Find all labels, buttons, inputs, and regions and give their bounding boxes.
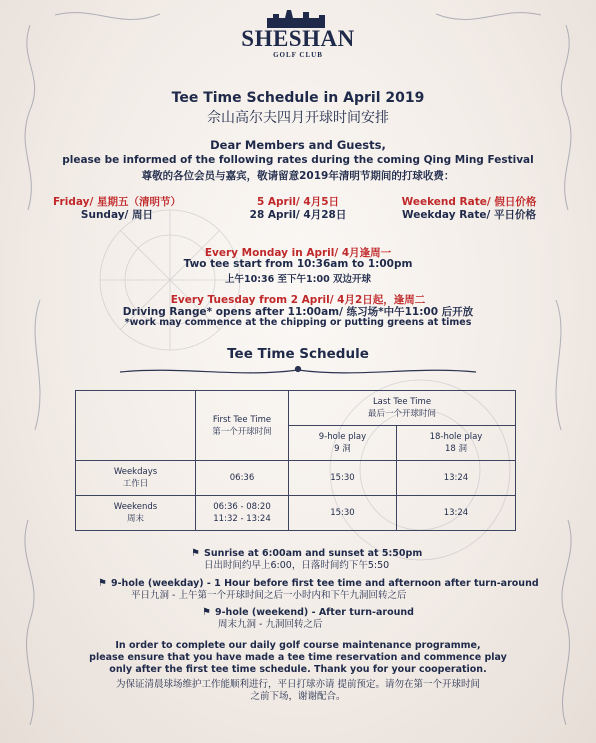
rate-mid-date-2: 28 April/ 4月28日 xyxy=(249,209,347,221)
title-english: Tee Time Schedule in April 2019 xyxy=(171,90,425,106)
footer-line-5: 之前下场，谢谢配合。 xyxy=(250,691,346,702)
first-tee-header xyxy=(196,391,289,461)
castle-logo-icon xyxy=(263,6,333,28)
weekday-9hole-note-en: 9-hole (weekday) - 1 Hour before first tee time and afternoon after turn-around xyxy=(111,578,539,589)
first-tee-header-cn: 第一个开球时间 xyxy=(212,426,272,437)
flag-pin-icon: ⚑ xyxy=(191,548,200,559)
rate-right-weekend: Weekend Rate/ 假日价格 xyxy=(401,196,537,208)
row-label xyxy=(76,461,196,496)
footer-line-3: only after the first tee time schedule. Thank you for your cooperation. xyxy=(109,664,487,675)
eighteen-hole-header-cn: 18 洞 xyxy=(444,444,467,454)
row-label-cn: 周末 xyxy=(126,514,144,524)
footer-line-2: please ensure that you have made a tee time reservation and commence play xyxy=(89,652,507,663)
table-row xyxy=(76,496,516,531)
footer-line-1: In order to complete our daily golf course maintenance programme, xyxy=(115,640,481,651)
last-tee-header-en: Last Tee Time xyxy=(372,397,432,407)
tee-time-table xyxy=(75,390,516,531)
row-label-cn: 工作日 xyxy=(122,479,149,489)
nine-hole-cell: 15:30 xyxy=(289,461,397,496)
weekend-9hole-note-cn: 周末九洞 - 九洞回转之后 xyxy=(218,619,323,630)
footer-line-4: 为保证清晨球场维护工作能顺利进行，平日打球亦请 提前预定。请勿在第一个开球时间 xyxy=(115,679,481,690)
rate-left-day: Friday/ 星期五（清明节） xyxy=(53,196,181,208)
nine-hole-header-cn: 9 洞 xyxy=(334,444,351,454)
title-chinese: 佘山高尔夫四月开球时间安排 xyxy=(207,110,389,126)
sun-note-en: Sunrise at 6:00am and sunset at 5:50pm xyxy=(204,548,423,559)
first-tee-header-en: First Tee Time xyxy=(212,414,272,425)
rate-mid-date: 5 April/ 4月5日 xyxy=(256,196,340,208)
table-row xyxy=(76,461,516,496)
table-header-row xyxy=(76,391,516,426)
eighteen-hole-cell: 13:24 xyxy=(396,461,515,496)
nine-hole-header-en: 9-hole play xyxy=(318,432,367,442)
sun-note-cn: 日出时间约早上6:00，日落时间约下午5:50 xyxy=(204,560,390,571)
nine-hole-header xyxy=(289,426,397,461)
first-tee-cell xyxy=(196,496,289,531)
tuesday-heading: Every Tuesday from 2 April/ 4月2日起，逢周二 xyxy=(170,294,426,306)
first-tee-value-2: 11:32 - 13:24 xyxy=(213,514,271,524)
table-corner-cell xyxy=(76,391,196,461)
tuesday-line-1: Driving Range* opens after 11:00am/ 练习场*中午11:00 后开放 xyxy=(122,306,474,318)
first-tee-value: 06:36 xyxy=(229,473,255,483)
greeting: Dear Members and Guests, xyxy=(210,138,386,152)
last-tee-header xyxy=(289,391,516,426)
monday-line-2: 上午10:36 至下午1:00 双边开球 xyxy=(225,274,371,285)
last-tee-header-cn: 最后一个开球时间 xyxy=(367,409,436,419)
flag-pin-icon: ⚑ xyxy=(98,578,107,589)
schedule-heading: Tee Time Schedule xyxy=(227,346,369,362)
monday-line-1: Two tee start from 10:36am to 1:00pm xyxy=(183,258,413,270)
monday-heading: Every Monday in April/ 4月逢周一 xyxy=(204,247,392,259)
nine-hole-cell: 15:30 xyxy=(289,496,397,531)
rate-left-day-2: Sunday/ 周日 xyxy=(80,209,154,221)
rate-right-weekday: Weekday Rate/ 平日价格 xyxy=(401,209,536,221)
row-label xyxy=(76,496,196,531)
first-tee-value: 06:36 - 08:20 xyxy=(213,502,271,512)
row-label-en: Weekends xyxy=(113,502,158,512)
eighteen-hole-cell: 13:24 xyxy=(396,496,515,531)
eighteen-hole-header-en: 18-hole play xyxy=(429,432,483,442)
intro-english: please be informed of the following rates during the coming Qing Ming Festival xyxy=(62,154,534,166)
flag-pin-icon: ⚑ xyxy=(202,607,211,618)
eighteen-hole-header xyxy=(396,426,515,461)
first-tee-cell xyxy=(196,461,289,496)
weekend-9hole-note-en: 9-hole (weekend) - After turn-around xyxy=(215,607,414,618)
intro-chinese: 尊敬的各位会员与嘉宾，敬请留意2019年清明节期间的打球收费： xyxy=(141,170,455,182)
weekday-9hole-note-cn: 平日九洞 - 上午第一个开球时间之后一小时内和下午九洞回转之后 xyxy=(131,590,407,601)
club-name: SHESHAN xyxy=(241,26,355,51)
tuesday-line-2: *work may commence at the chipping or putting greens at times xyxy=(124,317,472,328)
club-subtitle: GOLF CLUB xyxy=(273,51,323,59)
row-label-en: Weekdays xyxy=(113,467,158,477)
